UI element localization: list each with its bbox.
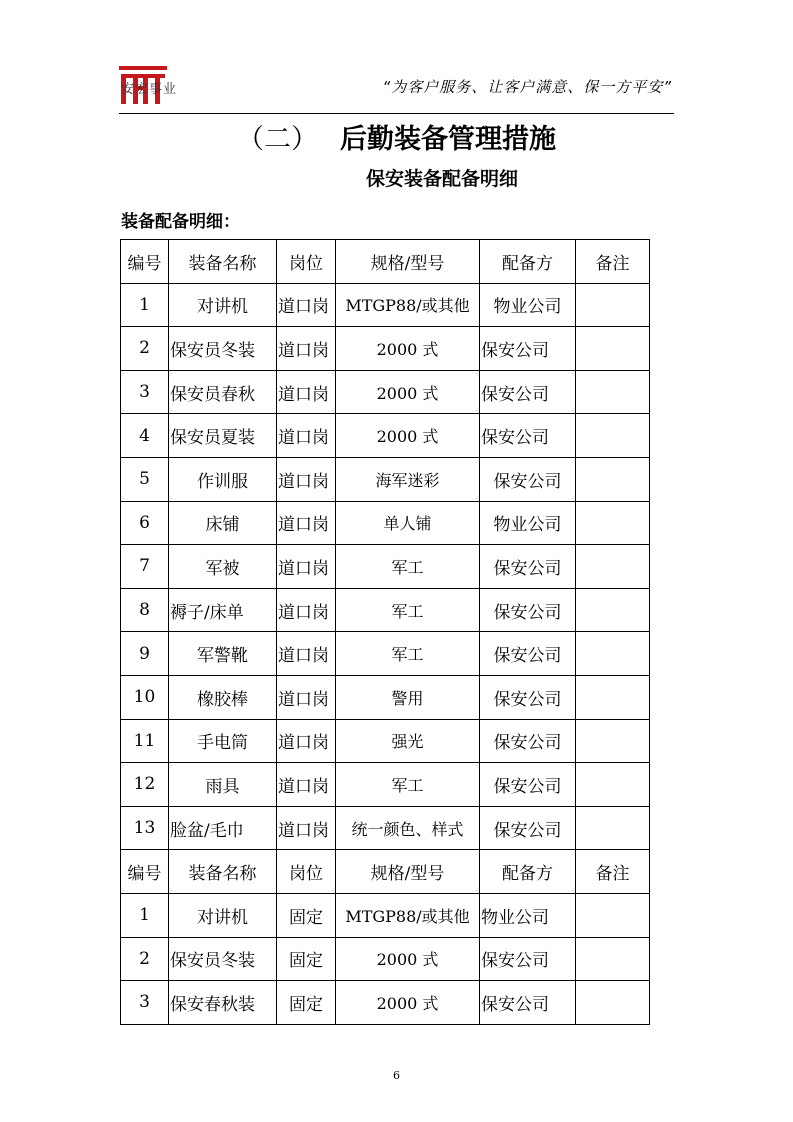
spec-model-cell: 2000 式: [336, 981, 480, 1025]
section-number: （二）: [237, 124, 318, 155]
spec-model-cell: MTGP88/或其他: [336, 893, 480, 937]
spec-model-cell: 统一颜色、样式: [336, 806, 480, 850]
table-row: [121, 893, 650, 937]
post-cell: 道口岗: [277, 806, 336, 850]
equipment-name-cell: 橡胶棒: [169, 675, 277, 719]
spec-model-cell: 2000 式: [336, 937, 480, 981]
provider-cell: 保安公司: [480, 675, 576, 719]
header-slogan: “为客户服务、让客户满意、保一方平安”: [382, 78, 672, 96]
note-cell: [576, 501, 650, 545]
table-header-row: [121, 240, 650, 284]
equipment-name-cell: 雨具: [169, 763, 277, 807]
spec-model-cell: MTGP88/或其他: [336, 283, 480, 327]
post-cell: 道口岗: [277, 545, 336, 589]
post-cell: 道口岗: [277, 632, 336, 676]
column-header: 备注: [576, 850, 650, 894]
spec-model-cell: 军工: [336, 763, 480, 807]
note-cell: [576, 719, 650, 763]
column-header: 规格/型号: [336, 850, 480, 894]
column-header: 编号: [121, 850, 169, 894]
row-number-cell: 2: [121, 327, 169, 371]
spec-model-cell: 军工: [336, 545, 480, 589]
table-row: [121, 545, 650, 589]
equipment-name-cell: 保安员冬装: [169, 327, 277, 371]
table-row: [121, 370, 650, 414]
table-row: [121, 675, 650, 719]
column-header: 配备方: [480, 850, 576, 894]
note-cell: [576, 937, 650, 981]
row-number-cell: 6: [121, 501, 169, 545]
provider-cell: 保安公司: [480, 763, 576, 807]
row-number-cell: 1: [121, 283, 169, 327]
provider-cell: 保安公司: [480, 981, 576, 1025]
post-cell: 固定: [277, 981, 336, 1025]
column-header: 规格/型号: [336, 240, 480, 284]
table-row: [121, 806, 650, 850]
page-number: 6: [393, 1069, 400, 1082]
equipment-name-cell: 褥子/床单: [169, 588, 277, 632]
provider-cell: 保安公司: [480, 414, 576, 458]
table-row: [121, 283, 650, 327]
provider-cell: 保安公司: [480, 545, 576, 589]
post-cell: 道口岗: [277, 719, 336, 763]
note-cell: [576, 370, 650, 414]
provider-cell: 保安公司: [480, 719, 576, 763]
table-row: [121, 457, 650, 501]
note-cell: [576, 806, 650, 850]
post-cell: 道口岗: [277, 501, 336, 545]
column-header: 备注: [576, 240, 650, 284]
row-number-cell: 8: [121, 588, 169, 632]
provider-cell: 保安公司: [480, 632, 576, 676]
equipment-table-body: [121, 240, 650, 1025]
equipment-name-cell: 保安员夏装: [169, 414, 277, 458]
row-number-cell: 10: [121, 675, 169, 719]
note-cell: [576, 327, 650, 371]
column-header: 岗位: [277, 240, 336, 284]
row-number-cell: 12: [121, 763, 169, 807]
column-header: 装备名称: [169, 240, 277, 284]
column-header: 岗位: [277, 850, 336, 894]
note-cell: [576, 763, 650, 807]
provider-cell: 物业公司: [480, 283, 576, 327]
post-cell: 道口岗: [277, 675, 336, 719]
row-number-cell: 11: [121, 719, 169, 763]
column-header: 装备名称: [169, 850, 277, 894]
spec-model-cell: 警用: [336, 675, 480, 719]
equipment-name-cell: 对讲机: [169, 893, 277, 937]
note-cell: [576, 893, 650, 937]
spec-model-cell: 2000 式: [336, 327, 480, 371]
equipment-name-cell: 手电筒: [169, 719, 277, 763]
equipment-name-cell: 保安春秋装: [169, 981, 277, 1025]
row-number-cell: 3: [121, 981, 169, 1025]
table-row: [121, 719, 650, 763]
note-cell: [576, 545, 650, 589]
provider-cell: 保安公司: [480, 327, 576, 371]
spec-model-cell: 2000 式: [336, 370, 480, 414]
equipment-table: [120, 239, 650, 1025]
equipment-name-cell: 保安员冬装: [169, 937, 277, 981]
provider-cell: 保安公司: [480, 588, 576, 632]
spec-model-cell: 2000 式: [336, 414, 480, 458]
table-row: [121, 588, 650, 632]
equipment-name-cell: 保安员春秋: [169, 370, 277, 414]
spec-model-cell: 军工: [336, 632, 480, 676]
table-row: [121, 327, 650, 371]
row-number-cell: 7: [121, 545, 169, 589]
note-cell: [576, 283, 650, 327]
equipment-name-cell: 作训服: [169, 457, 277, 501]
table-header-row: [121, 850, 650, 894]
row-number-cell: 5: [121, 457, 169, 501]
provider-cell: 保安公司: [480, 457, 576, 501]
row-number-cell: 13: [121, 806, 169, 850]
column-header: 编号: [121, 240, 169, 284]
row-number-cell: 4: [121, 414, 169, 458]
equipment-name-cell: 脸盆/毛巾: [169, 806, 277, 850]
post-cell: 固定: [277, 893, 336, 937]
row-number-cell: 1: [121, 893, 169, 937]
provider-cell: 保安公司: [480, 806, 576, 850]
logo-text: 安宏事业: [121, 82, 178, 97]
provider-cell: 物业公司: [480, 501, 576, 545]
post-cell: 道口岗: [277, 588, 336, 632]
post-cell: 固定: [277, 937, 336, 981]
row-number-cell: 2: [121, 937, 169, 981]
post-cell: 道口岗: [277, 370, 336, 414]
note-cell: [576, 588, 650, 632]
note-cell: [576, 675, 650, 719]
section-title: [0, 117, 793, 156]
post-cell: 道口岗: [277, 457, 336, 501]
equipment-name-cell: 军被: [169, 545, 277, 589]
section-title-text: 后勤装备管理措施: [340, 124, 556, 155]
spec-model-cell: 单人铺: [336, 501, 480, 545]
post-cell: 道口岗: [277, 763, 336, 807]
equipment-name-cell: 床铺: [169, 501, 277, 545]
provider-cell: 保安公司: [480, 370, 576, 414]
spec-model-cell: 强光: [336, 719, 480, 763]
spec-model-cell: 军工: [336, 588, 480, 632]
table-row: [121, 937, 650, 981]
table-row: [121, 981, 650, 1025]
note-cell: [576, 981, 650, 1025]
column-header: 配备方: [480, 240, 576, 284]
provider-cell: 保安公司: [480, 937, 576, 981]
table-row: [121, 414, 650, 458]
spec-model-cell: 海军迷彩: [336, 457, 480, 501]
header-divider: [119, 113, 674, 114]
list-heading: 装备配备明细：: [121, 212, 240, 232]
provider-cell: 物业公司: [480, 893, 576, 937]
table-row: [121, 632, 650, 676]
note-cell: [576, 632, 650, 676]
equipment-name-cell: 对讲机: [169, 283, 277, 327]
row-number-cell: 3: [121, 370, 169, 414]
equipment-name-cell: 军警靴: [169, 632, 277, 676]
subtitle: 保安装备配备明细: [366, 168, 519, 190]
note-cell: [576, 457, 650, 501]
post-cell: 道口岗: [277, 327, 336, 371]
table-row: [121, 763, 650, 807]
note-cell: [576, 414, 650, 458]
post-cell: 道口岗: [277, 414, 336, 458]
row-number-cell: 9: [121, 632, 169, 676]
table-row: [121, 501, 650, 545]
post-cell: 道口岗: [277, 283, 336, 327]
